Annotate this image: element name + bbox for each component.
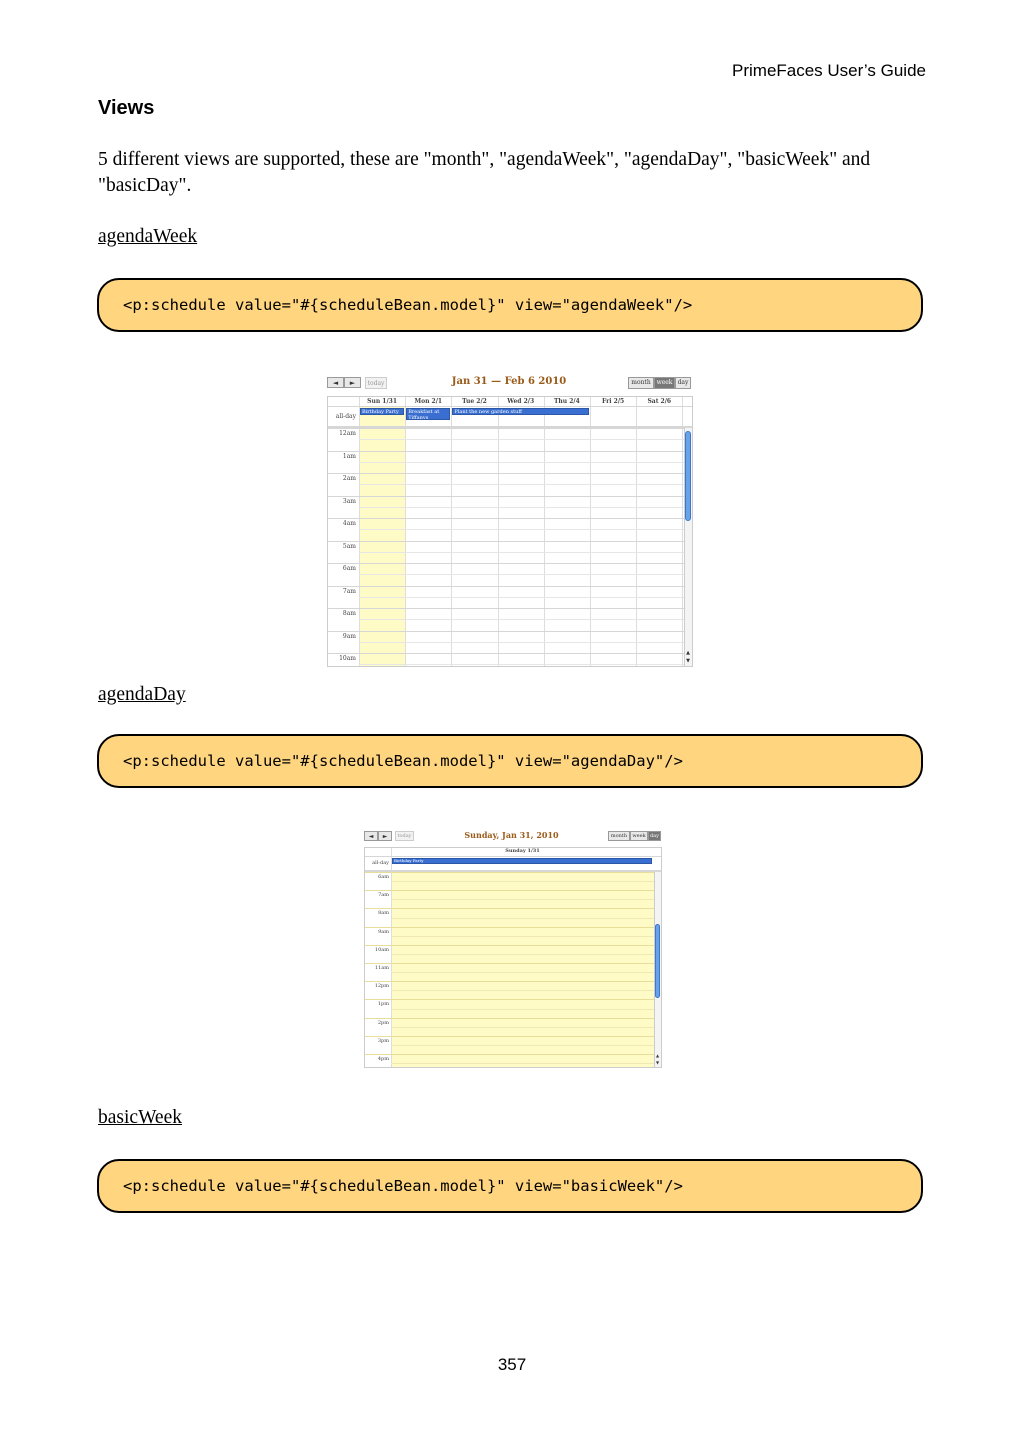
hour-label: 4am — [342, 520, 356, 527]
today-column — [359, 406, 405, 666]
view-month-button[interactable]: month — [608, 831, 630, 841]
event[interactable]: Plant the new garden stuff — [452, 408, 589, 415]
hour-label: 4pm — [377, 1056, 389, 1062]
hour-label: 3pm — [377, 1037, 389, 1044]
scroll-down-icon[interactable]: ▼ — [686, 658, 690, 664]
view-month-button[interactable]: month — [628, 377, 654, 389]
code-basic-week: <p:schedule value="#{scheduleBean.model}" view="basicWeek"/> — [123, 1177, 683, 1195]
half-hour-line — [359, 619, 684, 620]
calendar-grid — [327, 396, 693, 667]
hour-label: 1am — [342, 452, 356, 460]
view-day-button[interactable]: day — [675, 377, 691, 389]
hour-label: 9am — [378, 928, 389, 935]
event[interactable]: Birthday Party — [392, 858, 652, 864]
code-box-agenda-week — [97, 278, 923, 332]
today-column — [391, 872, 654, 1067]
next-button[interactable]: ► — [344, 377, 361, 388]
hour-label: 7am — [342, 587, 356, 595]
half-hour-line — [391, 1009, 654, 1010]
hour-label: 7am — [378, 892, 389, 899]
grid-column-line — [498, 397, 499, 666]
day-header: Sat 2/6 — [647, 398, 672, 405]
hour-line — [328, 653, 684, 654]
scrollbar-thumb[interactable] — [655, 924, 660, 998]
hour-label: 12am — [339, 430, 356, 437]
grid-column-line — [590, 397, 591, 666]
half-hour-line — [391, 918, 654, 919]
half-hour-line — [391, 1063, 654, 1064]
hour-label: 10am — [374, 946, 389, 953]
hour-line — [328, 451, 684, 452]
half-hour-line — [359, 552, 684, 553]
hour-label: 3am — [342, 497, 356, 505]
section-title: Views — [98, 97, 155, 119]
hour-label: 10am — [339, 655, 356, 662]
agenda-week-calendar — [327, 377, 693, 669]
hour-line — [365, 1036, 654, 1037]
day-header: Sunday 1/31 — [505, 848, 540, 854]
hour-label: 2pm — [377, 1019, 389, 1026]
half-hour-line — [359, 529, 684, 530]
half-hour-line — [359, 664, 684, 665]
hour-label: 2am — [342, 475, 356, 482]
hour-line — [365, 927, 654, 928]
header-divider — [328, 406, 692, 407]
hour-label: 9am — [342, 632, 356, 640]
event[interactable]: Breakfast at Tiffanys — [406, 408, 450, 420]
hour-line — [328, 473, 684, 474]
hour-line — [328, 541, 684, 542]
half-hour-line — [359, 484, 684, 485]
hour-line — [328, 428, 684, 429]
scroll-up-icon[interactable]: ▲ — [686, 650, 690, 656]
hour-label: 5am — [342, 542, 356, 550]
hour-line — [328, 608, 684, 609]
code-agenda-day: <p:schedule value="#{scheduleBean.model}" view="agendaDay"/> — [123, 752, 683, 770]
day-header: Wed 2/3 — [507, 398, 535, 405]
allday-label: all-day — [372, 860, 389, 866]
hour-label: 6am — [378, 874, 389, 880]
page-number: 357 — [497, 1355, 527, 1374]
view-week-button[interactable]: week — [654, 377, 675, 389]
hour-line — [328, 586, 684, 587]
running-header: PrimeFaces User’s Guide — [732, 61, 926, 80]
day-header: Sun 1/31 — [367, 398, 398, 405]
hour-label: 1pm — [377, 1001, 389, 1008]
half-hour-line — [359, 462, 684, 463]
half-hour-line — [391, 972, 654, 973]
half-hour-line — [359, 597, 684, 598]
grid-column-line — [451, 397, 452, 666]
agenda-day-calendar — [364, 831, 662, 1069]
code-box-agenda-day — [97, 734, 923, 788]
hour-line — [365, 981, 654, 982]
hour-line — [365, 1018, 654, 1019]
code-agenda-week: <p:schedule value="#{scheduleBean.model}" view="agendaWeek"/> — [123, 296, 693, 314]
hour-line — [365, 908, 654, 909]
half-hour-line — [359, 574, 684, 575]
day-header: Mon 2/1 — [414, 398, 443, 405]
scrollbar-thumb[interactable] — [685, 431, 691, 521]
allday-label: all-day — [335, 413, 356, 420]
hour-label: 11am — [374, 965, 389, 971]
hour-line — [365, 963, 654, 964]
prev-button[interactable]: ◄ — [364, 831, 378, 841]
subheading-basic-week: basicWeek — [98, 1107, 182, 1128]
grid-column-line — [405, 397, 406, 666]
half-hour-line — [391, 881, 654, 882]
calendar-title: Jan 31 — Feb 6 2010 — [451, 376, 567, 387]
today-button[interactable]: today — [365, 377, 387, 389]
header-divider — [365, 856, 661, 857]
half-hour-line — [391, 990, 654, 991]
view-day-button[interactable]: day — [649, 833, 659, 839]
day-header: Thu 2/4 — [553, 398, 580, 405]
hour-line — [328, 496, 684, 497]
hour-line — [365, 1054, 654, 1055]
grid-column-line — [359, 397, 360, 666]
subheading-agenda-day: agendaDay — [98, 684, 186, 705]
hour-label: 8am — [342, 610, 356, 617]
hour-line — [365, 999, 654, 1000]
grid-column-line — [544, 397, 545, 666]
half-hour-line — [359, 642, 684, 643]
half-hour-line — [391, 954, 654, 955]
hour-line — [328, 631, 684, 632]
scroll-up-icon[interactable]: ▲ — [655, 1053, 660, 1058]
code-box-basic-week — [97, 1159, 923, 1213]
hour-line — [365, 872, 654, 873]
grid-column-line — [636, 397, 637, 666]
hour-label: 8am — [378, 910, 389, 917]
today-button[interactable]: today — [395, 831, 414, 841]
hour-label: 6am — [342, 565, 356, 572]
calendar-title: Sunday, Jan 31, 2010 — [464, 830, 559, 840]
day-header: Tue 2/2 — [462, 398, 487, 405]
hour-label: 12pm — [374, 983, 389, 990]
calendar-grid — [364, 847, 662, 1068]
hour-line — [365, 945, 654, 946]
prev-button[interactable]: ◄ — [327, 377, 344, 388]
day-header: Fri 2/5 — [601, 398, 625, 405]
half-hour-line — [359, 507, 684, 508]
half-hour-line — [391, 936, 654, 937]
half-hour-line — [391, 1027, 654, 1028]
hour-line — [365, 890, 654, 891]
event[interactable]: Birthday Party — [360, 408, 404, 415]
intro-paragraph: 5 different views are supported, these are "month", "agendaWeek", "agendaDay", "basicWeek" and "basicDay". — [98, 149, 871, 196]
subheading-agenda-week: agendaWeek — [98, 226, 198, 247]
view-week-button[interactable]: week — [630, 831, 648, 841]
half-hour-line — [391, 899, 654, 900]
hour-line — [328, 518, 684, 519]
next-button[interactable]: ► — [378, 831, 392, 841]
half-hour-line — [391, 1045, 654, 1046]
scroll-down-icon[interactable]: ▼ — [655, 1060, 660, 1065]
hour-line — [328, 563, 684, 564]
half-hour-line — [359, 439, 684, 440]
